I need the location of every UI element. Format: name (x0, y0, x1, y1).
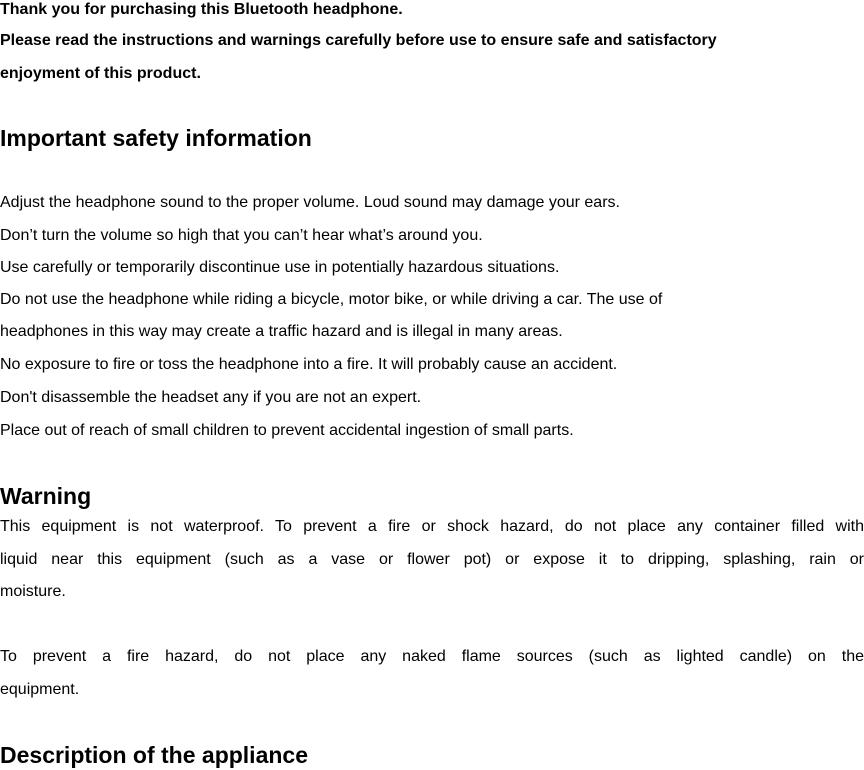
safety-line: Don’t turn the volume so high that you can’t hear what’s around you. (0, 227, 483, 244)
intro-instructions-line2: enjoyment of this product. (0, 65, 201, 82)
warning-heading: Warning (0, 483, 92, 509)
warning-text: To prevent a fire hazard, do not place any naked flame sources (such as lighted candle) on the (0, 648, 864, 665)
safety-line: Use carefully or temporarily discontinue use in potentially hazardous situations. (0, 259, 560, 276)
intro-thank-you: Thank you for purchasing this Bluetooth headphone. (0, 1, 403, 18)
warning-para2-line1 (0, 647, 864, 667)
intro-instructions-line1: Please read the instructions and warnings carefully before use to ensure safe and satisfactory (0, 32, 717, 49)
warning-para1-line2 (0, 550, 864, 570)
safety-line: Do not use the headphone while riding a bicycle, motor bike, or while driving a car. The use of (0, 291, 663, 308)
safety-heading: Important safety information (0, 125, 312, 151)
safety-line: No exposure to fire or toss the headphone into a fire. It will probably cause an accident. (0, 356, 618, 373)
safety-line: headphones in this way may create a traffic hazard and is illegal in many areas. (0, 323, 563, 340)
description-heading: Description of the appliance (0, 742, 308, 768)
warning-text: This equipment is not waterproof. To prevent a fire or shock hazard, do not place any container filled with (0, 518, 864, 535)
safety-line: Adjust the headphone sound to the proper volume. Loud sound may damage your ears. (0, 194, 620, 211)
warning-para1-line3: moisture. (0, 583, 66, 600)
warning-text: liquid near this equipment (such as a vase or flower pot) or expose it to dripping, splashing, rain or (0, 551, 864, 568)
warning-para1-line1 (0, 517, 864, 537)
warning-para2-line2: equipment. (0, 681, 80, 698)
safety-line: Don't disassemble the headset any if you are not an expert. (0, 389, 422, 406)
safety-line: Place out of reach of small children to prevent accidental ingestion of small parts. (0, 422, 574, 439)
